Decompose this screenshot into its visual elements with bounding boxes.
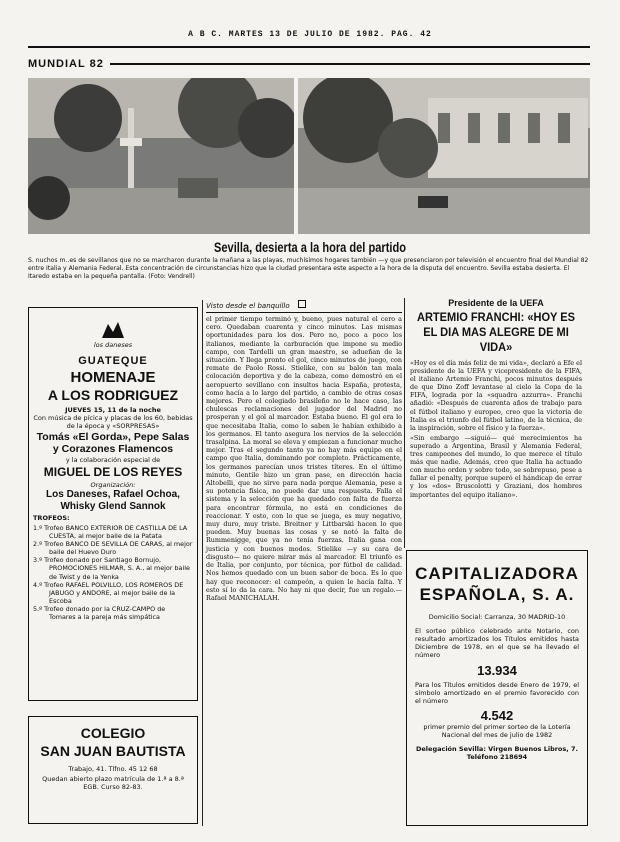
ad-prizes-list <box>29 524 197 621</box>
colegio-note: Quedan abierto plazo matrícula de 1.ª a 8.ª EGB. Curso 82-83. <box>42 775 184 791</box>
column-kicker: Visto desde el banquillo <box>206 302 290 310</box>
column-divider-right <box>404 298 405 548</box>
prize-item: 5.º Trofeo donado por la CRUZ-CAMPO de Tomares a la pareja más simpática <box>33 604 166 622</box>
capitalizadora-body: El sorteo público celebrado ante Notario, con resultado amortizados los Títulos emitidos hasta Diciembre de 1978, en el que se ha llevado el número <box>415 627 579 659</box>
ad-colegio <box>28 716 198 824</box>
prize-item: 4.º Trofeo RAFAEL POLVILLO, LOS ROMEROS DE JABUGO y ANDORE, al mejor baile de la Escoba <box>33 580 184 605</box>
ad-organizers-label: Organización: <box>90 481 136 489</box>
capitalizadora-number-1: 13.934 <box>477 663 517 678</box>
ad-capitalizadora <box>406 550 588 826</box>
header-rule <box>28 46 590 48</box>
ad-collab-intro: y la colaboración especial de <box>65 456 161 464</box>
ad-headline-1: HOMENAJE <box>70 369 156 386</box>
ad-date: JUEVES 15, 11 de la noche <box>65 406 161 414</box>
prize-item: 1.º Trofeo BANCO EXTERIOR DE CASTILLA DE LA CUESTA, al mejor baile de la Patata <box>33 524 188 541</box>
photo-title: Sevilla, desierta a la hora del partido <box>214 240 406 255</box>
column-body: el primer tiempo terminó y, bueno, pues natural el cero a cero. Quedaban cuarenta y cinco minutos. Las mismas oportunidades para los dos. Pero no, poco a poco los italianos, mediante la carburación que impone su medio campo, con Tardelli un gran maestro, se adueñan de la situación. Y llega pronto el gol, cinco minutos de juego, con remate de Paolo Rossi. Stielike, con su balón tan mala colocación deportiva y de la cabeza, como demostró en el aeropuerto sevillano con insultos hacia España, protesta, como hacía a lo largo del partido, a cambio de otras cosas mejores. Pero el colegiado brasileño no le hace caso, las chulescas reclamaciones del jugador del Madrid no prosperan y el gol al marcador. Estaba bueno. El gol era lo que necesitaba Italia, como lo saben le habían exhibido a los germanos. El tanto asegura los nervios de la selección trasalpina. La moral se eleva y empiezan a funcionar mucho mejor. Tras el segundo tanto ya no hay más equipo en el campo que Italia, dominando por completo. Prácticamente, los germanos parecían unos tristes títeres. En el último minuto, Gentile hizo un gran pase, en dirección hacia Altobelli, que no sirve para nada porque Alemania, pese a su potencia física, no puede dar una respuesta. Falla el sistema y la selección que ha quedado con falta de fuerza para encontrar fórmula, no está en condiciones de reaccionar. Y esto, con lo que se juega, es muy negativo, muy duro, muy triste. Breitner y Littbarski hacen lo que pueden. Muy buenas las cosas y se notó la falta de Rummenigge, que ya no tenía fuerzas. Italia gana con justicia y con buenos modos. Stielike —y su cara de disgusto— no quiere mirar más al marcador. El triunfo es de Italia, por conjunto, por técnica, por fútbol de calidad. Nos hemos quedado con un buen sabor de boca. Es lo que hay que reconocer: el campeón, a quien le hacía falta. Y esto sí lo da la cara. No hay ni que decir, fue un regalo.—Rafael MANICHALAH. <box>206 315 402 602</box>
capitalizadora-mid-text: Para los Títulos emitidos desde Enero de 1979, el símbolo amortizado en el premio favorecido con el número <box>415 681 579 705</box>
ad-guest: MIGUEL DE LOS REYES <box>43 465 183 479</box>
capitalizadora-branch: Delegación Sevilla: Virgen Buenos Libros, 7. Teléfono 218694 <box>416 745 578 761</box>
ad-organizers: Los Daneses, Rafael Ochoa, Whisky Glend Sannok <box>46 489 180 512</box>
franchi-body-2: «Sin embargo —siguió— qué merecimientos ha superado a Argentina, Brasil y Alemania Federal, tres campeones del mundo, lo que merece el título más que nadie. Además, creo que Italia ha actuado con mucho orden y sobre todo, se sobrepuso, pese a fallar el penalty, porque superó el hándicap de errar y los «dos» Bruscolotti y Graziani, dos hombres importantes del equipo italiano». <box>410 433 582 499</box>
ad-prizes-label: TROFEOS: <box>33 514 70 522</box>
franchi-kicker: Presidente de la UEFA <box>448 298 544 308</box>
colegio-name-2: SAN JUAN BAUTISTA <box>40 743 186 759</box>
colegio-name-1: COLEGIO <box>80 725 146 741</box>
colegio-address: Trabajo, 41. Tlfno. 45 12 68 <box>68 765 158 773</box>
capitalizadora-footer: primer premio del primer sorteo de la Lotería Nacional del mes de julio de 1982 <box>423 723 571 739</box>
ad-body: Con música de pícica y placas de los 60, bebidas de la época y «SORPRESAS» <box>33 414 193 430</box>
capitalizadora-name: CAPITALIZADORA ESPAÑOLA, S. A. <box>415 564 579 604</box>
los-daneses-logo-icon <box>100 320 126 340</box>
square-icon <box>298 300 306 308</box>
ad-club: GUATEQUE <box>78 355 148 367</box>
photo-left <box>28 78 294 234</box>
photo-right <box>298 78 590 234</box>
photo-caption: S. nuchos m..es de sevillanos que no se marcharon durante la mañana a las playas, muchísimos hogares también —y que presenciaron por televisión el encuentro final del Mundial 82 entre Italia y Alemania Federal. Esta concentración de circunstancias hizo que la ciudad presentara este aspecto a la hora de la disputa del encuentro. Sevilla estaba desierta. El Itaredo estaba en la pequeña pantalla. (Foto: Vendrell) <box>28 257 589 280</box>
page-header: A B C. MARTES 13 DE JULIO DE 1982. PAG. 42 <box>188 30 432 39</box>
capitalizadora-address: Domicilio Social: Carranza, 30 MADRID-10 <box>428 613 566 621</box>
ad-brand: los daneses <box>93 341 133 349</box>
ad-artists: Tomás «El Gorda», Pepe Salas y Corazones Flamencos <box>36 431 190 455</box>
ad-homenaje <box>28 307 198 701</box>
article-franchi <box>410 298 582 501</box>
franchi-body-1: «Hoy es el día más feliz de mi vida», declaró a Efe el presidente de la UEFA y vicepresidente de la FIFA, el italiano Artemio Franchi, pocos minutos después de que Dino Zoff levantase al cielo la Copa de la FIFA, lograda por la «squadra azzurra». Franchi añadió: «Después de cuarenta años de trabajo para el fútbol italiano y europeo, creo que la victoria de Italia es el triunfo del fútbol latino, de la técnica, de la inspiración, sobre el físico y la fuerza». <box>410 359 582 432</box>
column-divider-left <box>202 300 203 826</box>
prize-item: 2.º Trofeo BANCO DE SEVILLA DE CARAS, al mejor baile del Huevo Duro <box>33 540 193 557</box>
section-rule <box>110 63 590 65</box>
capitalizadora-number-2: 4.542 <box>480 708 514 723</box>
prize-item: 3.º Trofeo donado por Santiago Bornujo, PROMOCIONES HILMAR, S. A., al mejor baile de Twist y de la Yenka <box>33 556 190 581</box>
franchi-headline: ARTEMIO FRANCHI: «HOY ES EL DIA MAS ALEGRE DE MI VIDA» <box>416 310 576 354</box>
ad-headline-2: A LOS RODRIGUEZ <box>47 387 179 403</box>
column-article <box>206 300 402 602</box>
section-label: MUNDIAL 82 <box>28 58 104 70</box>
